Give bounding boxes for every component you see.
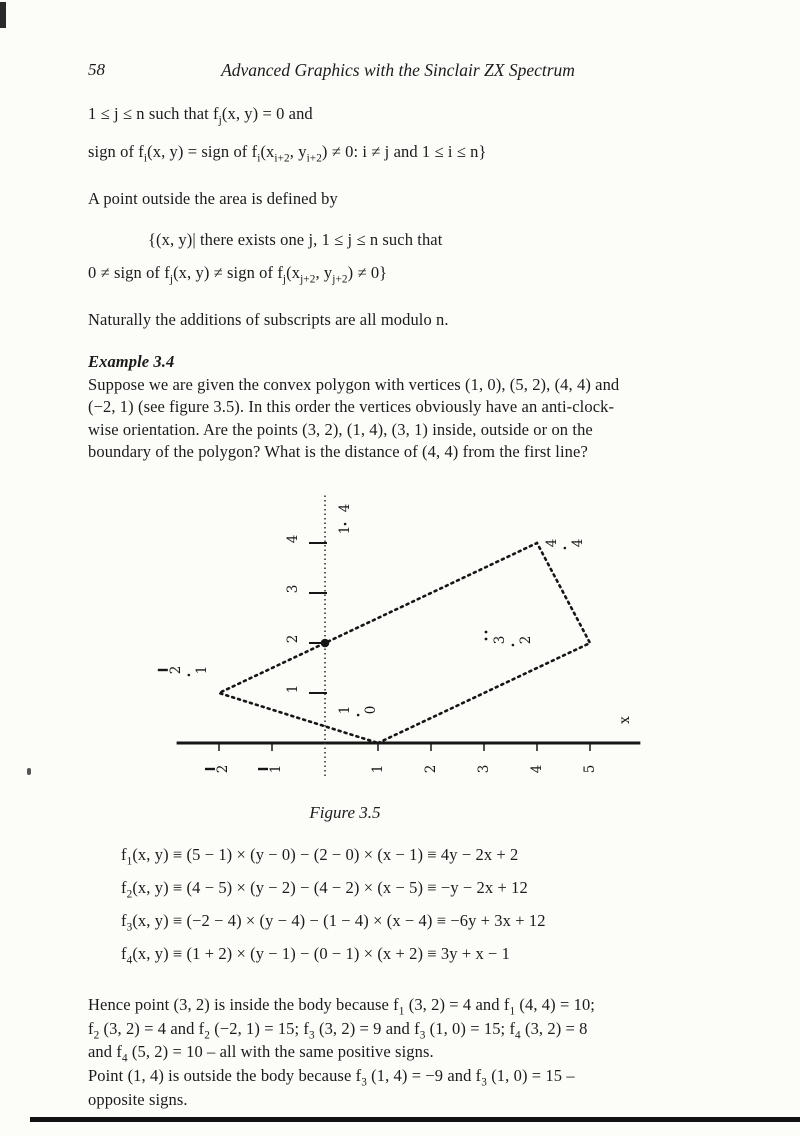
x-tick-label: 1	[268, 764, 284, 774]
point-label-comma	[344, 523, 347, 526]
query-point-marker	[485, 631, 488, 634]
scan-speck	[27, 768, 31, 775]
conclusion-line-1: Hence point (3, 2) is inside the body because $f_1$ (3, 2) = 4 and $f_1$ (4, 4) = 10;	[88, 995, 595, 1018]
figure-caption: Figure 3.5	[309, 803, 381, 822]
example-text-line-4: boundary of the polygon? What is the distance of (4, 4) from the first line?	[88, 442, 588, 461]
conclusion-line-5: opposite signs.	[88, 1090, 188, 1109]
x-tick-label: 4	[529, 764, 545, 774]
y-tick-label: 4	[285, 534, 301, 544]
conclusion-line-2: $f_2$ (3, 2) = 4 and $f_2$ (−2, 1) = 15; $f_3$ (3, 2) = 9 and $f_3$ (1, 0) = 15; $f_4$ (3, 2) = 8	[88, 1019, 588, 1042]
point-dot	[321, 639, 330, 648]
point-label: 2	[167, 665, 184, 675]
point-label: 1	[193, 665, 210, 675]
x-tick-label-minus	[205, 768, 215, 770]
y-tick-label: 1	[285, 684, 301, 694]
outside-definition-line-1: {(x, y)| there exists one j, 1 ≤ j ≤ n such that	[148, 230, 443, 249]
modulo-note: Naturally the additions of subscripts are all modulo n.	[88, 310, 449, 329]
point-label-comma	[357, 714, 360, 717]
point-label-minus	[158, 669, 168, 671]
y-tick-label: 3	[285, 584, 301, 594]
point-label-comma	[564, 547, 567, 550]
example-heading: Example 3.4	[88, 352, 175, 371]
point-label: 4	[569, 538, 586, 548]
point-label: 4	[543, 538, 560, 548]
x-tick-label: 2	[215, 764, 231, 774]
example-text-line-1: Suppose we are given the convex polygon with vertices (1, 0), (5, 2), (4, 4) and	[88, 375, 620, 394]
point-label: x	[616, 716, 633, 724]
point-label: 3	[491, 635, 508, 645]
page-bottom-scan-rule	[30, 1117, 800, 1122]
outside-definition-intro: A point outside the area is defined by	[88, 189, 338, 208]
query-point-marker	[485, 638, 488, 641]
point-label-comma	[512, 644, 515, 647]
scan-corner-mark	[0, 2, 6, 28]
equation-f4: $f_4(x$, y) ≡ (1 + 2) × (y − 1) − (0 − 1) × (x + 2) ≡ 3y + x − 1	[121, 944, 511, 967]
equation-f2: $f_2(x$, y) ≡ (4 − 5) × (y − 2) − (4 − 2) × (x − 5) ≡ −y − 2x + 12	[121, 878, 528, 901]
outside-definition-line-2: 0 ≠ sign of $f_j(x$, y) ≠ sign of $f_j(x_{j+2}$, $y_{j+2}) \ne 0$}	[88, 263, 388, 286]
y-tick-label: 2	[285, 634, 301, 644]
x-tick-label: 5	[582, 764, 598, 774]
math-condition-line-2: sign of $f_i(x$, y) = sign of $f_i(x_{i+2}$, $y_{i+2}) \ne 0$: i ≠ j and 1 ≤ i ≤ n}	[88, 142, 487, 165]
x-tick-label: 1	[370, 764, 386, 774]
example-text-line-3: wise orientation. Are the points (3, 2), (1, 4), (3, 1) inside, outside or on the	[88, 419, 593, 439]
x-tick-label-minus	[258, 768, 268, 770]
point-label: 4	[337, 503, 354, 513]
equation-f1: $f_1(x$, y) ≡ (5 − 1) × (y − 0) − (2 − 0) × (x − 1) ≡ 4y − 2x + 2	[121, 845, 519, 868]
conclusion-line-4: Point (1, 4) is outside the body because $f_3$ (1, 4) = −9 and $f_3$ (1, 0) = 15 –	[88, 1066, 575, 1089]
running-title: Advanced Graphics with the Sinclair ZX Spectrum	[221, 60, 575, 80]
x-tick-label: 2	[423, 764, 439, 774]
point-label: 1	[337, 705, 354, 715]
point-label: 2	[517, 635, 534, 645]
x-tick-label: 3	[476, 764, 492, 774]
example-text-line-2: (−2, 1) (see figure 3.5). In this order the vertices obviously have an anti-clock-	[88, 397, 615, 416]
conclusion-line-3: and $f_4$ (5, 2) = 10 – all with the same positive signs.	[88, 1042, 434, 1065]
figure-3-5-plot	[140, 488, 660, 793]
page-number: 58	[88, 60, 105, 79]
point-label: 0	[363, 705, 380, 715]
point-label-comma	[188, 674, 191, 677]
math-condition-line-1: 1 ≤ j ≤ n such that $f_j(x$, y) = 0 and	[88, 104, 313, 127]
polygon-outline	[219, 543, 590, 743]
equation-f3: $f_3(x$, y) ≡ (−2 − 4) × (y − 4) − (1 − 4) × (x − 4) ≡ −6y + 3x + 12	[121, 911, 546, 934]
point-label: 1	[337, 525, 354, 535]
